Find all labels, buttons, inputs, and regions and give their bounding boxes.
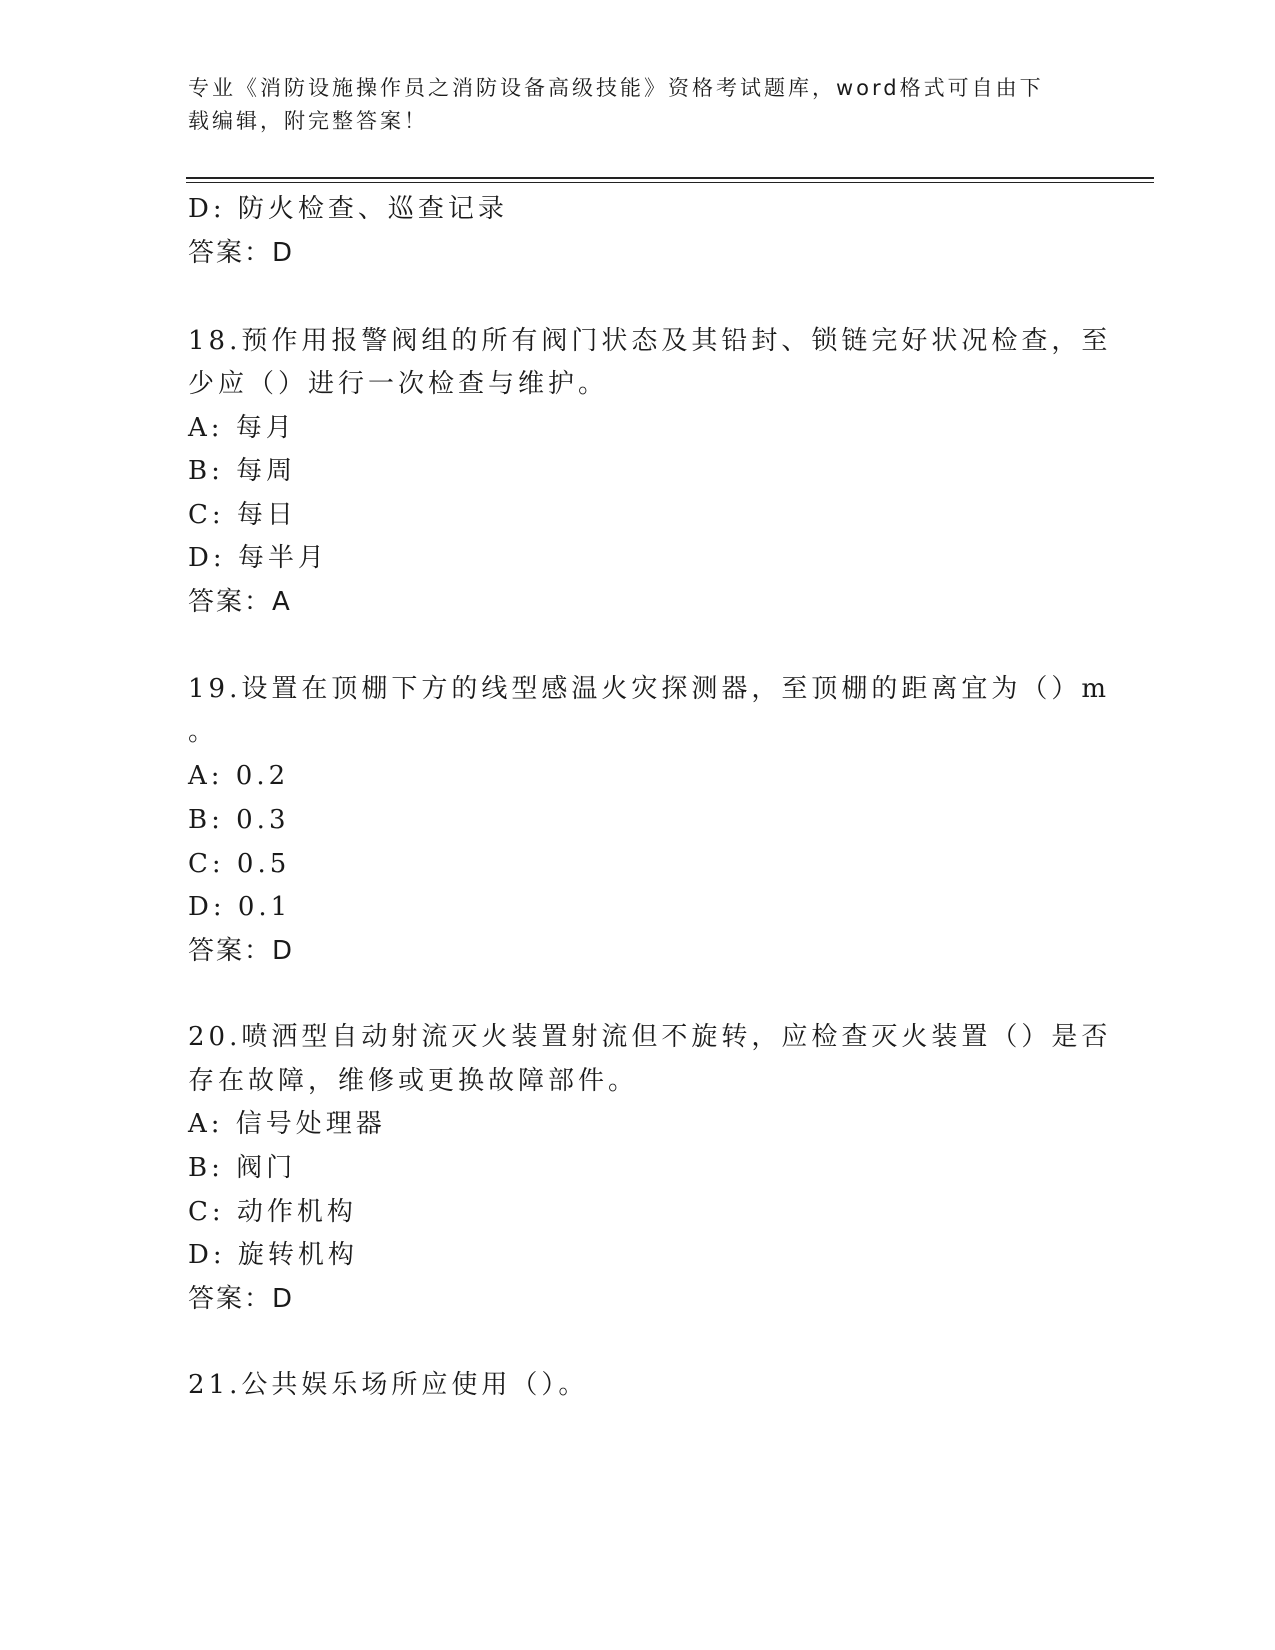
header-line-1: 专业《消防设施操作员之消防设备高级技能》资格考试题库，word格式可自由下 [188,76,1044,100]
q19-option-b: B: 0.3 [188,805,290,835]
q18-stem-line-2: 少应（）进行一次检查与维护。 [188,369,609,399]
q18-option-d: D: 每半月 [188,543,328,573]
q20-option-c: C: 动作机构 [188,1197,357,1227]
q20-option-b: B: 阀门 [188,1153,297,1183]
header-line-2: 载编辑，附完整答案！ [188,109,428,133]
q19-option-a: A: 0.2 [188,761,290,791]
q20-option-d: D: 旋转机构 [188,1240,358,1270]
q20-stem-line-1: 20.喷洒型自动射流灭火装置射流但不旋转，应检查灭火装置（）是否 [188,1022,1112,1052]
q21-stem-line-1: 21.公共娱乐场所应使用（）。 [188,1370,589,1400]
q19-stem-line-1: 19.设置在顶棚下方的线型感温火灾探测器，至顶棚的距离宜为（）m [188,674,1111,704]
q18-answer: 答案：A [188,587,292,617]
document-header [188,72,1068,138]
q18-stem-line-1: 18.预作用报警阀组的所有阀门状态及其铅封、锁链完好状况检查，至 [188,326,1112,356]
header-divider-thick [186,177,1154,179]
q19-option-c: C: 0.5 [188,849,291,879]
q20-answer: 答案：D [188,1284,295,1314]
header-divider-thin [186,182,1154,183]
q20-option-a: A: 信号处理器 [188,1109,386,1139]
q19-answer: 答案：D [188,936,295,966]
q19-stem-line-2: 。 [188,717,219,747]
q18-option-a: A: 每月 [188,413,296,443]
prev-answer: 答案：D [188,238,295,268]
q18-option-b: B: 每周 [188,456,297,486]
q18-option-c: C: 每日 [188,500,297,530]
q20-stem-line-2: 存在故障，维修或更换故障部件。 [188,1066,639,1096]
q19-option-d: D: 0.1 [188,892,292,922]
prev-option-d: D: 防火检查、巡查记录 [188,194,508,224]
